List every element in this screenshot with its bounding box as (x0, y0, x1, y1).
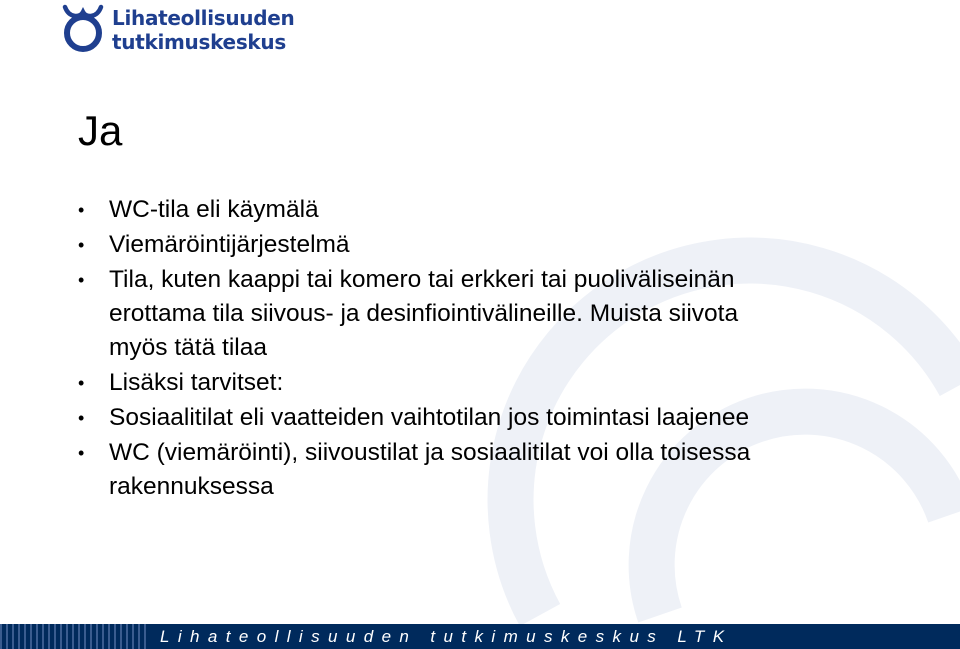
ltk-logo-icon (60, 4, 106, 54)
bullet-item: • Sosiaalitilat eli vaatteiden vaihtotilan jos toimintasi laajenee (78, 401, 798, 435)
bullet-item: • WC-tila eli käymälä (78, 193, 798, 227)
bullet-item: • Tila, kuten kaappi tai komero tai erkkeri tai puoliväliseinän erottama tila siivous- ja desinfiointivälineille. Muista siivota myös tätä tilaa (78, 263, 798, 365)
logo-text-line2: tutkimuskeskus (112, 30, 286, 54)
slide-title: Ja (78, 107, 123, 154)
bullet-list (78, 193, 798, 505)
logo-text-line1: Lihateollisuuden (112, 6, 295, 30)
bullet-item: • Viemäröintijärjestelmä (78, 228, 798, 262)
footer-bar (0, 624, 960, 649)
footer-text: Lihateollisuuden tutkimuskeskus LTK (160, 627, 733, 646)
logo (60, 4, 320, 58)
bullet-item: • WC (viemäröinti), siivoustilat ja sosiaalitilat voi olla toisessa rakennuksessa (78, 436, 798, 504)
footer-stripes (0, 624, 150, 649)
bullet-item: • Lisäksi tarvitset: (78, 366, 798, 400)
